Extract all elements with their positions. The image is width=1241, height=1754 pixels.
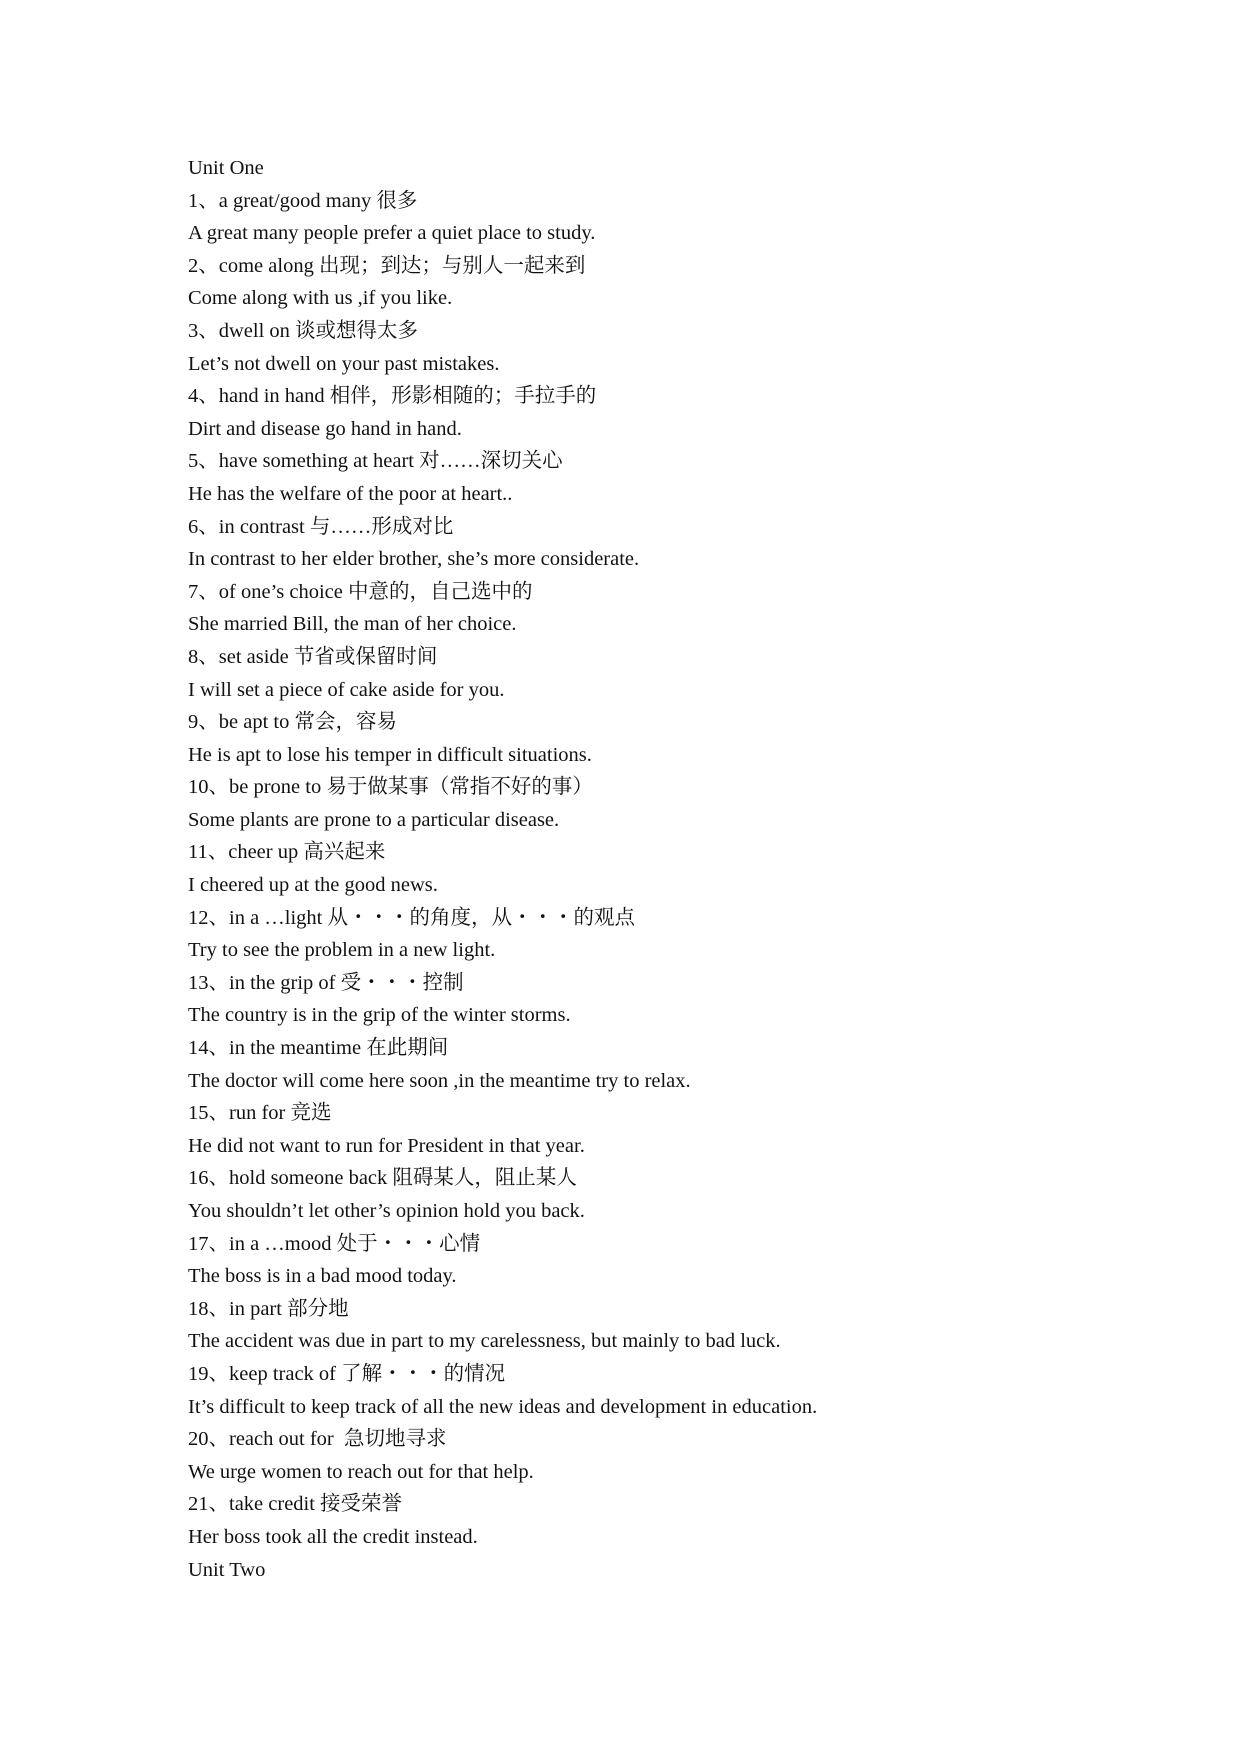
phrase-entry-3: 3、dwell on 谈或想得太多 (188, 319, 419, 342)
phrase-entry-15: 15、run for 竞选 (188, 1102, 332, 1125)
example-sentence-2: Come along with us ,if you like. (188, 287, 453, 310)
example-sentence-15: He did not want to run for President in that year. (188, 1134, 585, 1157)
phrase-entry-5: 5、have something at heart 对……深切关心 (188, 450, 563, 473)
example-sentence-12: Try to see the problem in a new light. (188, 939, 496, 962)
unit-two-heading: Unit Two (188, 1558, 266, 1581)
phrase-entry-10: 10、be prone to 易于做某事（常指不好的事） (188, 776, 593, 799)
phrase-entry-21: 21、take credit 接受荣誉 (188, 1493, 403, 1516)
example-sentence-16: You shouldn’t let other’s opinion hold you back. (188, 1200, 585, 1222)
phrase-entry-6: 6、in contrast 与……形成对比 (188, 515, 454, 538)
example-sentence-7: She married Bill, the man of her choice. (188, 613, 517, 636)
example-sentence-3: Let’s not dwell on your past mistakes. (188, 352, 500, 375)
phrase-entry-7: 7、of one’s choice 中意的，自己选中的 (188, 580, 533, 603)
example-sentence-13: The country is in the grip of the winter storms. (188, 1004, 571, 1027)
phrase-entry-11: 11、cheer up 高兴起来 (188, 841, 386, 864)
phrase-entry-8: 8、set aside 节省或保留时间 (188, 645, 438, 668)
phrase-entry-1: 1、a great/good many 很多 (188, 189, 418, 212)
example-sentence-1: A great many people prefer a quiet place to study. (188, 222, 596, 245)
example-sentence-8: I will set a piece of cake aside for you. (188, 678, 505, 701)
phrase-entry-14: 14、in the meantime 在此期间 (188, 1037, 449, 1060)
phrase-entry-16: 16、hold someone back 阻碍某人，阻止某人 (188, 1167, 577, 1190)
example-sentence-20: We urge women to reach out for that help. (188, 1460, 534, 1483)
phrase-entry-18: 18、in part 部分地 (188, 1297, 349, 1320)
example-sentence-9: He is apt to lose his temper in difficult situations. (188, 743, 592, 766)
example-sentence-10: Some plants are prone to a particular disease. (188, 808, 560, 831)
phrase-entry-19: 19、keep track of 了解・・・的情况 (188, 1362, 506, 1385)
vocabulary-list (188, 152, 1168, 1586)
phrase-entry-13: 13、in the grip of 受・・・控制 (188, 971, 464, 994)
example-sentence-19: It’s difficult to keep track of all the new ideas and development in education. (188, 1395, 818, 1418)
example-sentence-6: In contrast to her elder brother, she’s more considerate. (188, 548, 640, 571)
example-sentence-18: The accident was due in part to my carelessness, but mainly to bad luck. (188, 1330, 781, 1353)
phrase-entry-2: 2、come along 出现；到达；与别人一起来到 (188, 254, 586, 277)
example-sentence-21: Her boss took all the credit instead. (188, 1525, 478, 1548)
phrase-entry-4: 4、hand in hand 相伴，形影相随的；手拉手的 (188, 385, 597, 408)
example-sentence-5: He has the welfare of the poor at heart.. (188, 482, 513, 505)
example-sentence-4: Dirt and disease go hand in hand. (188, 417, 462, 440)
example-sentence-14: The doctor will come here soon ,in the meantime try to relax. (188, 1069, 691, 1092)
phrase-entry-9: 9、be apt to 常会，容易 (188, 711, 397, 734)
phrase-entry-12: 12、in a …light 从・・・的角度，从・・・的观点 (188, 906, 636, 929)
unit-one-heading: Unit One (188, 157, 264, 179)
example-sentence-11: I cheered up at the good news. (188, 874, 438, 897)
phrase-entry-17: 17、in a …mood 处于・・・心情 (188, 1232, 481, 1255)
example-sentence-17: The boss is in a bad mood today. (188, 1265, 457, 1288)
phrase-entry-20: 20、reach out for 急切地寻求 (188, 1428, 447, 1451)
